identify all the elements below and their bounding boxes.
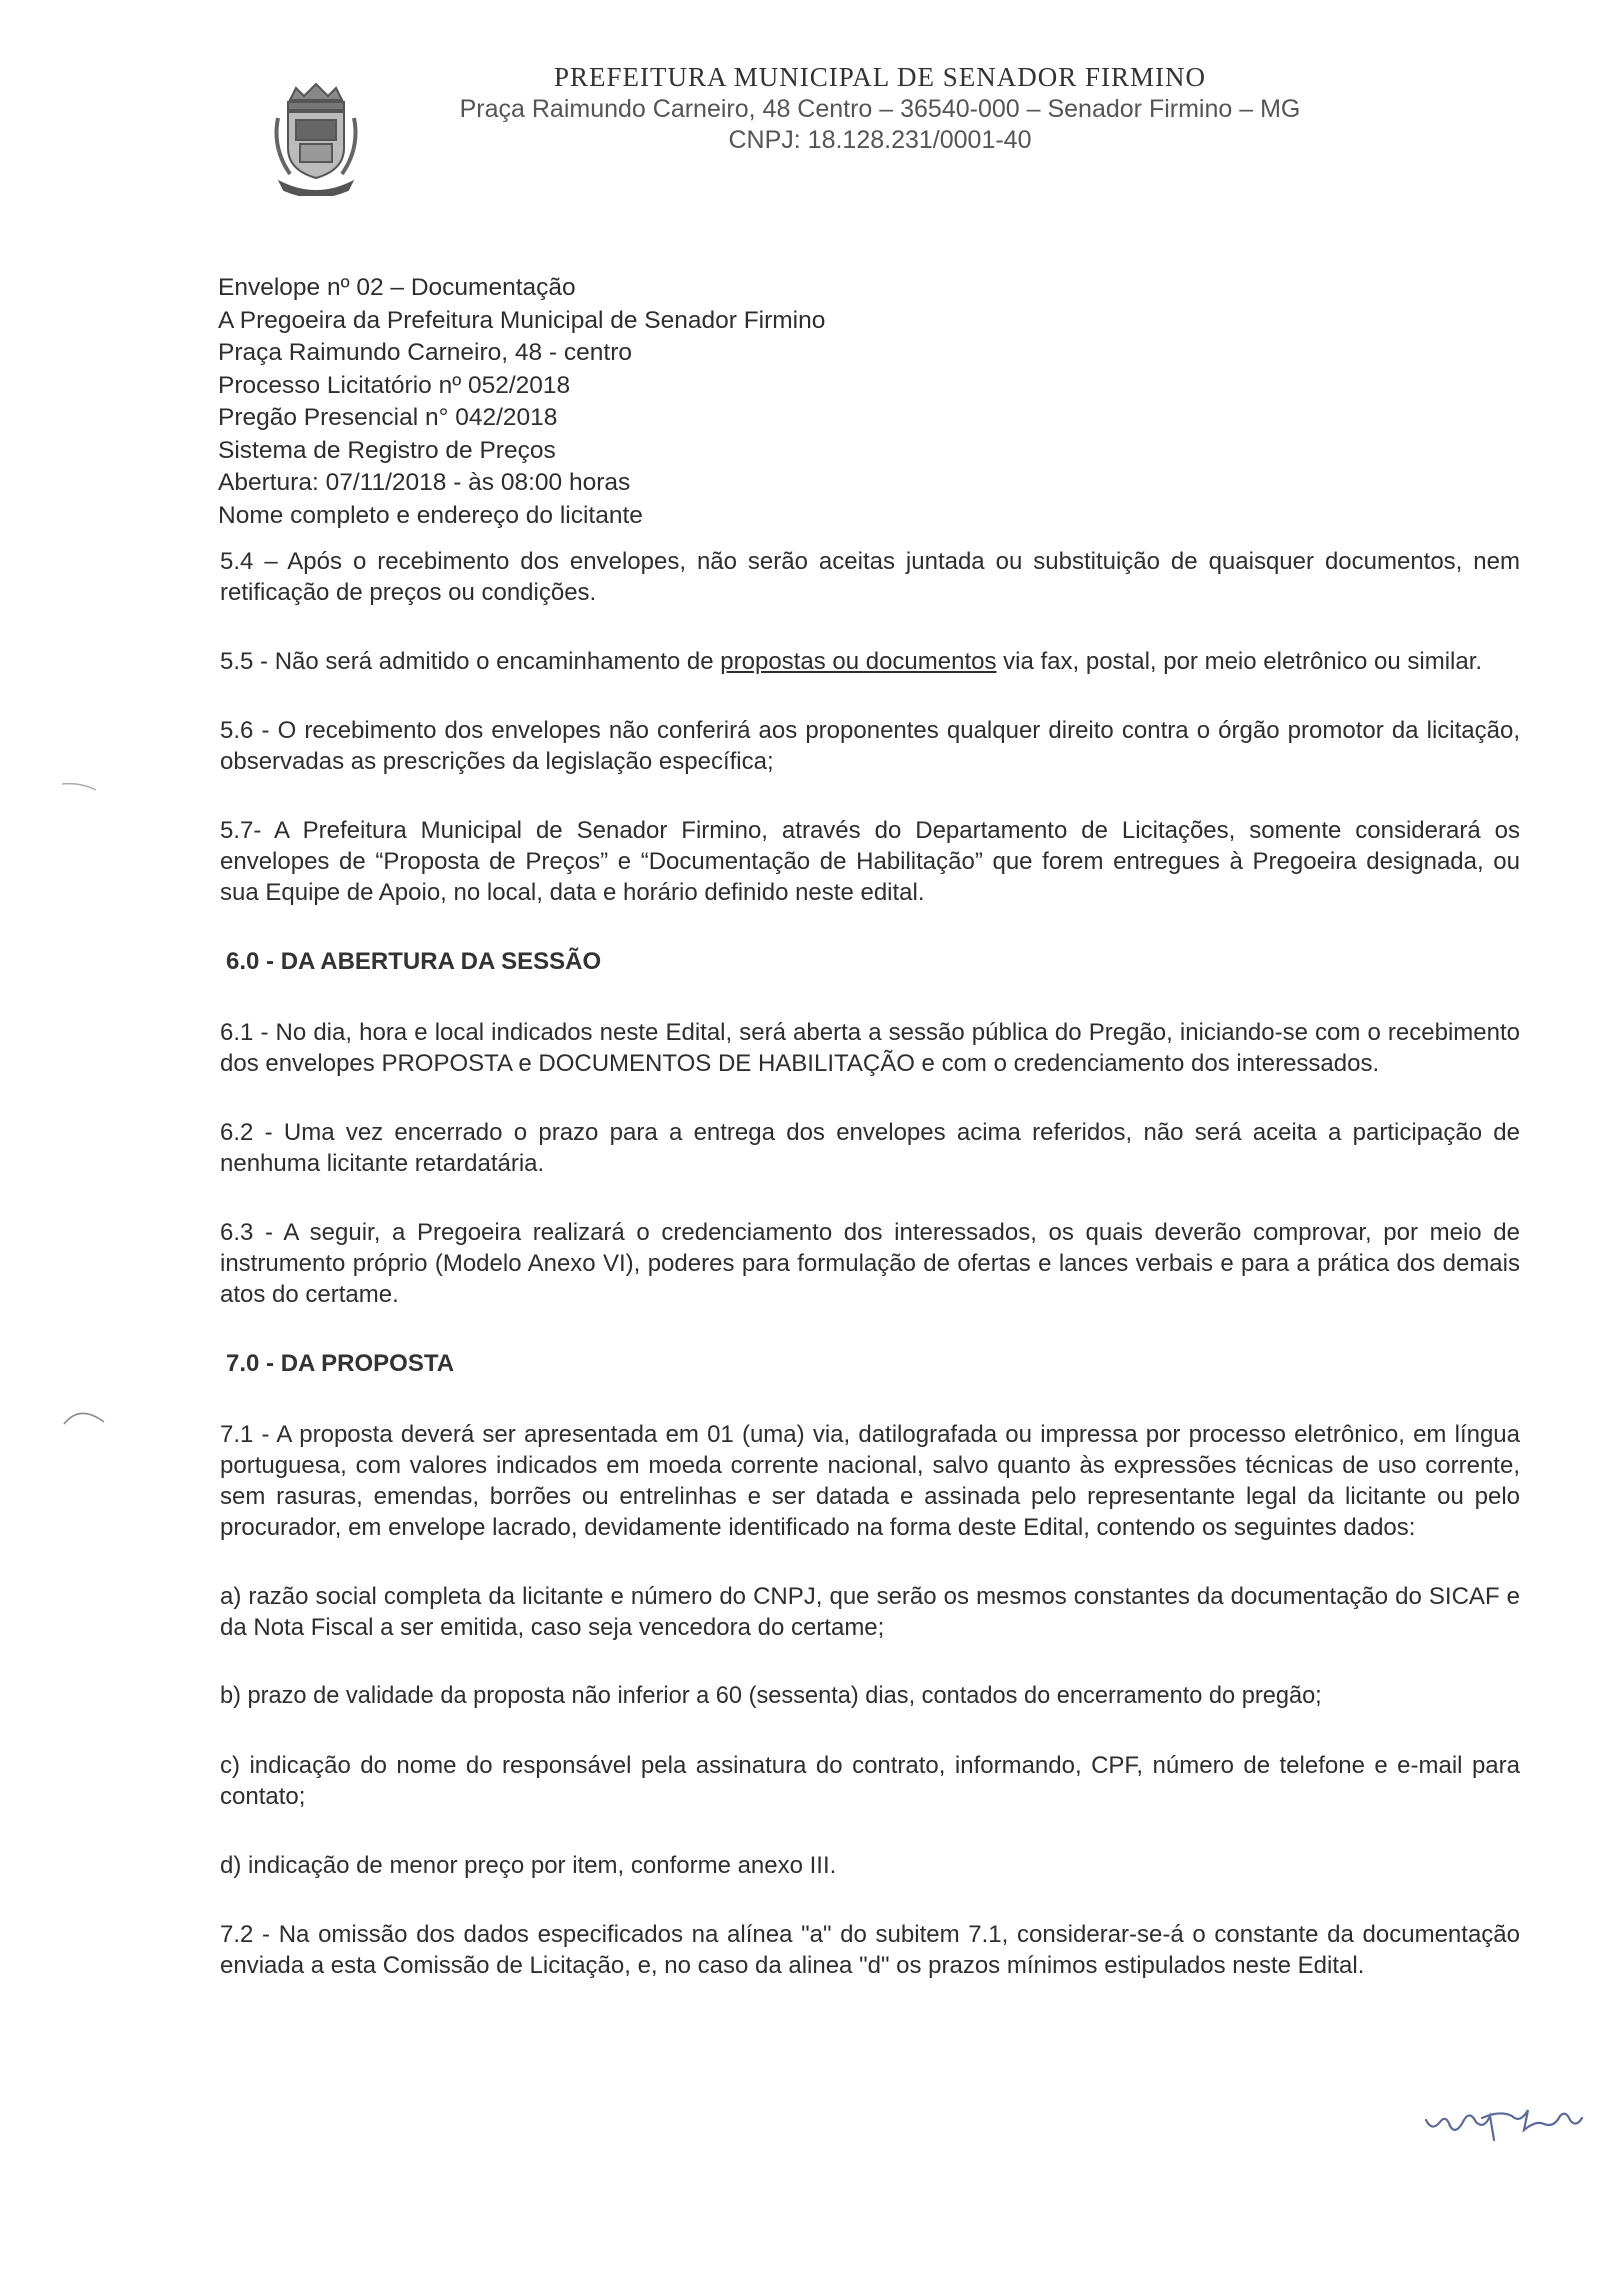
envelope-line: A Pregoeira da Prefeitura Municipal de Senador Firmino <box>218 306 826 334</box>
clause-6-1: 6.1 - No dia, hora e local indicados neste Edital, será aberta a sessão pública do Pregão, iniciando-se com o recebimento dos envelopes PROPOSTA e DOCUMENTOS DE HABILITAÇÃO e com o credenciamento dos interessados. <box>220 1019 1520 1077</box>
envelope-line: Abertura: 07/11/2018 - às 08:00 horas <box>218 469 631 496</box>
envelope-line: Envelope nº 02 – Documentação <box>218 274 576 301</box>
envelope-line: Pregão Presencial n° 042/2018 <box>218 404 558 431</box>
clause-6-2: 6.2 - Uma vez encerrado o prazo para a entrega dos envelopes acima referidos, não será aceita a participação de nenhuma licitante retardatária. <box>220 1119 1520 1177</box>
envelope-line: Processo Licitatório nº 052/2018 <box>218 371 571 399</box>
scan-mark <box>60 1402 110 1428</box>
header-address: Praça Raimundo Carneiro, 48 Centro – 36540-000 – Senador Firmino – MG <box>459 95 1301 123</box>
section-heading-6: 6.0 - DA ABERTURA DA SESSÃO <box>226 948 602 975</box>
envelope-address-block <box>218 272 1218 532</box>
clause-5-4: 5.4 – Após o recebimento dos envelopes, não serão aceitas juntada ou substituição de quaisquer documentos, nem retificação de preços ou condições. <box>220 548 1520 606</box>
envelope-line: Sistema de Registro de Preços <box>218 436 556 464</box>
clause-6-3: 6.3 - A seguir, a Pregoeira realizará o credenciamento dos interessados, os quais deverão comprovar, por meio de instrumento próprio (Modelo Anexo VI), poderes para formulação de ofertas e lances verbais e para a prática dos demais atos do certame. <box>220 1219 1520 1308</box>
clause-7-2: 7.2 - Na omissão dos dados especificados na alínea "a" do subitem 7.1, considerar-se-á o constante da documentação enviada a esta Comissão de Licitação, e, no caso da alinea "d" os prazos mínimos estipulados neste Edital. <box>220 1921 1520 1979</box>
clause-text: 5.5 - Não será admitido o encaminhamento de <box>220 648 721 675</box>
header-cnpj: CNPJ: 18.128.231/0001-40 <box>728 126 1032 154</box>
clause-5-7: 5.7- A Prefeitura Municipal de Senador Firmino, através do Departamento de Licitações, somente considerará os envelopes de “Proposta de Preços” e “Documentação de Habilitação” que forem entregues à Pregoeira designada, ou sua Equipe de Apoio, no local, data e horário definido neste edital. <box>220 817 1520 906</box>
clause-text: via fax, postal, por meio eletrônico ou similar. <box>996 648 1483 675</box>
item-d: d) indicação de menor preço por item, conforme anexo III. <box>220 1852 837 1879</box>
clause-7-1: 7.1 - A proposta deverá ser apresentada em 01 (uma) via, datilografada ou impressa por processo eletrônico, em língua portuguesa, com valores indicados em moeda corrente nacional, salvo quanto às expressões técnicas de uso corrente, sem rasuras, emendas, borrões ou entrelinhas e ser datada e assinada pelo representante legal da licitante ou pelo procurador, em envelope lacrado, devidamente identificado na forma deste Edital, contendo os seguintes dados: <box>220 1421 1520 1541</box>
handwritten-signature <box>1420 2080 1600 2160</box>
item-c: c) indicação do nome do responsável pela assinatura do contrato, informando, CPF, número de telefone e e-mail para contato; <box>220 1752 1520 1810</box>
envelope-line: Praça Raimundo Carneiro, 48 - centro <box>218 339 632 366</box>
section-heading-7: 7.0 - DA PROPOSTA <box>226 1350 455 1377</box>
underlined-text: propostas ou documentos <box>720 648 997 675</box>
scan-mark <box>60 780 100 792</box>
item-b: b) prazo de validade da proposta não inferior a 60 (sessenta) dias, contados do encerramento do pregão; <box>220 1683 1322 1709</box>
clause-5-5 <box>220 646 1520 677</box>
header-organization: PREFEITURA MUNICIPAL DE SENADOR FIRMINO <box>553 62 1207 92</box>
document-body <box>220 546 1520 2019</box>
item-a: a) razão social completa da licitante e número do CNPJ, que serão os mesmos constantes da documentação do SICAF e da Nota Fiscal a ser emitida, caso seja vencedora do certame; <box>220 1583 1520 1641</box>
clause-5-6: 5.6 - O recebimento dos envelopes não conferirá aos proponentes qualquer direito contra o órgão promotor da licitação, observadas as prescrições da legislação específica; <box>220 717 1520 775</box>
envelope-line: Nome completo e endereço do licitante <box>218 501 643 529</box>
